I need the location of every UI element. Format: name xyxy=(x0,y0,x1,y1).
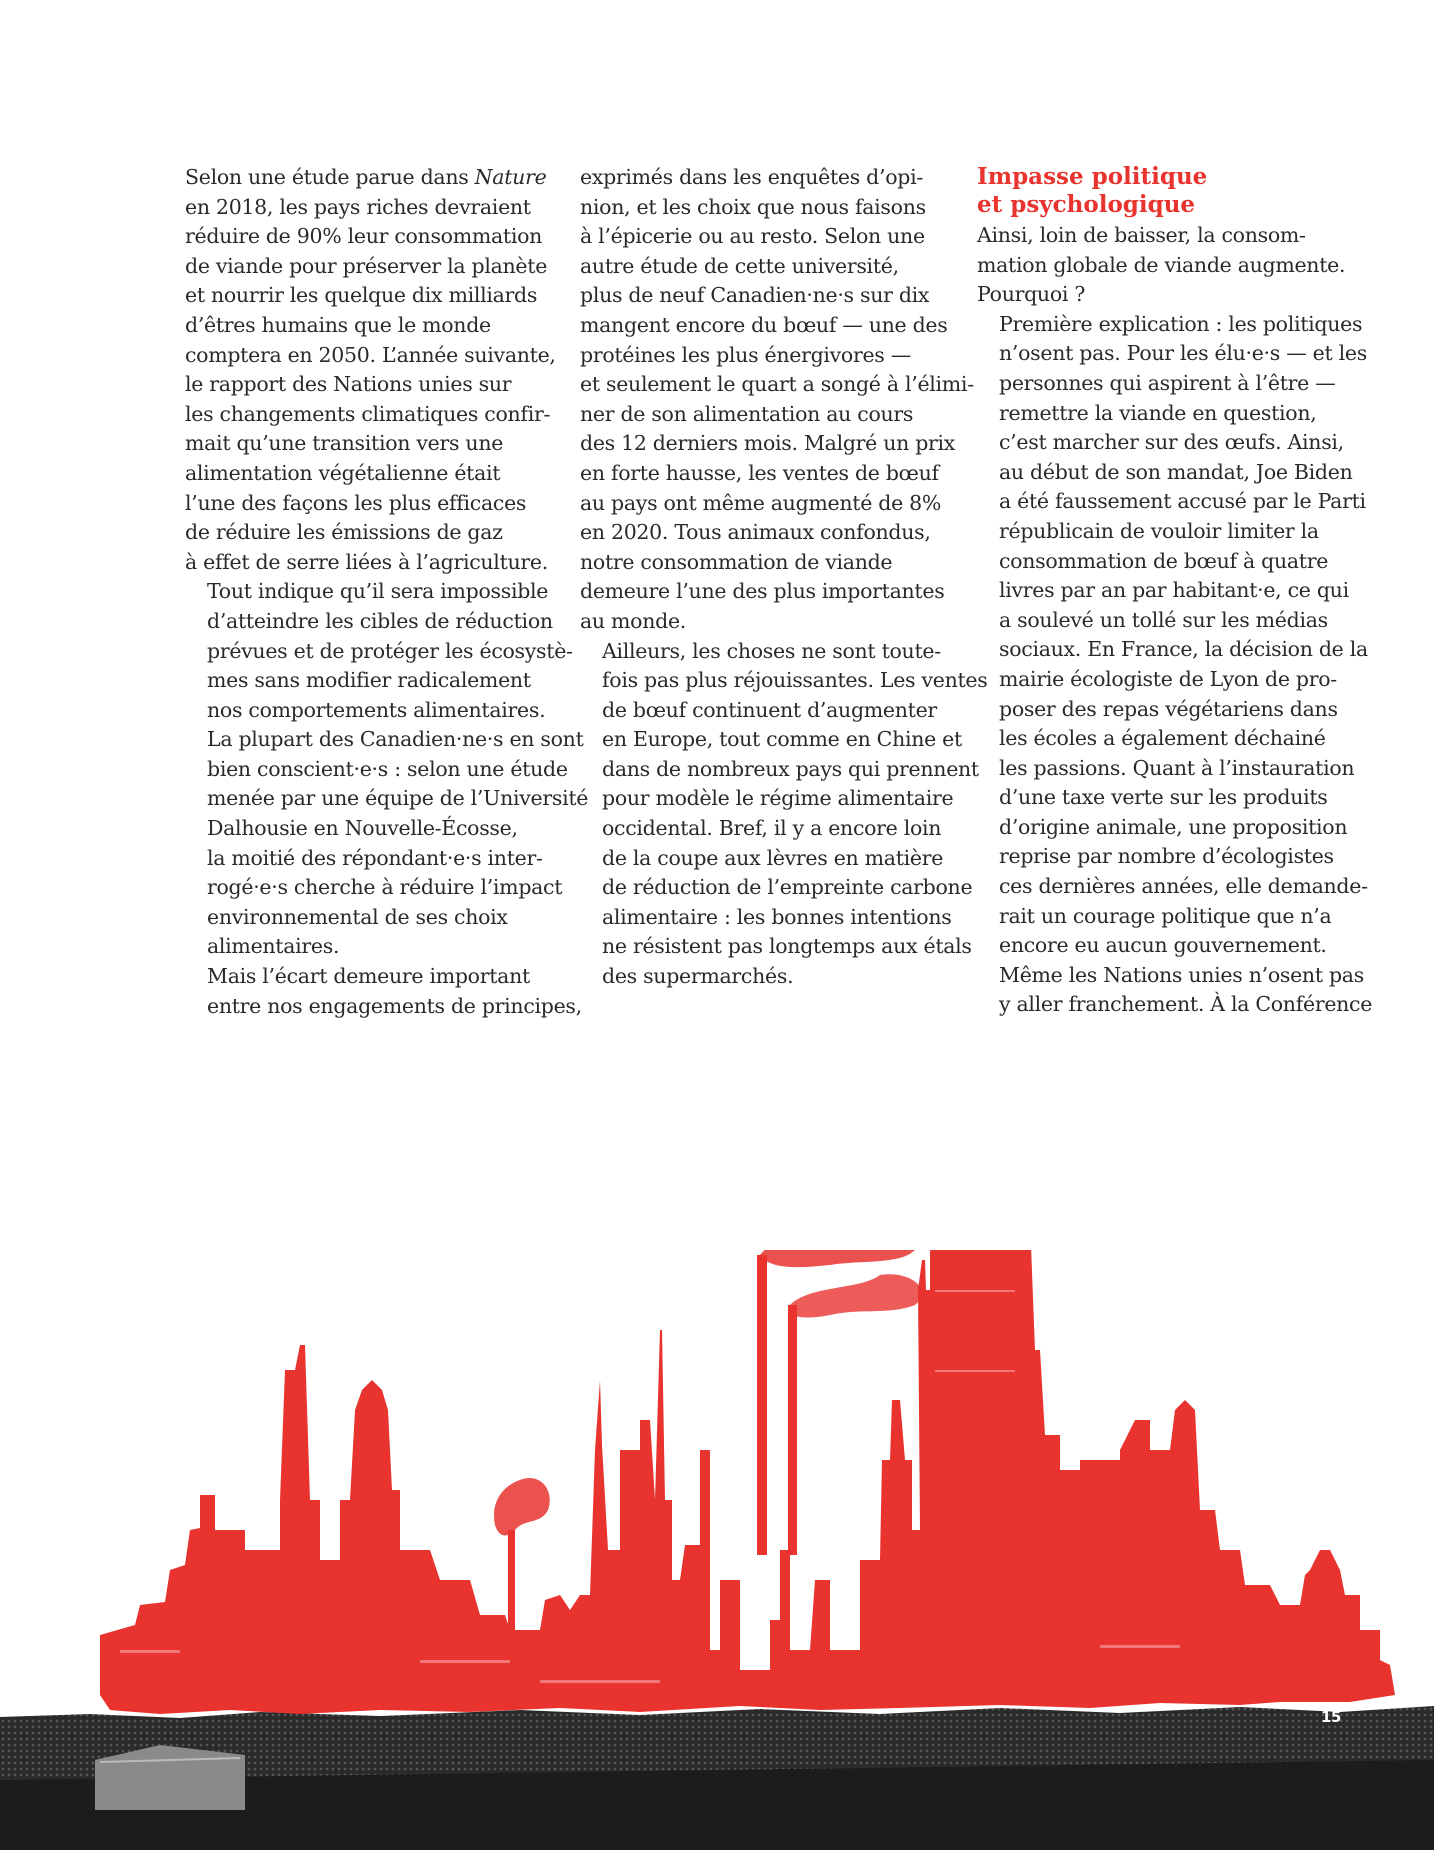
text-line: Ainsi, loin de baisser, la consom- xyxy=(977,223,1306,247)
text-line: Même les Nations unies n’osent pas xyxy=(999,962,1364,987)
text-line: prévues et de protéger les écosystè- xyxy=(207,638,573,663)
text-line: exprimés dans les enquêtes d’opi- xyxy=(580,165,923,189)
article-column-1 xyxy=(185,163,589,1021)
paragraph xyxy=(580,637,988,992)
text-line: encore eu aucun gouvernement. xyxy=(999,933,1327,958)
text-line: sociaux. En France, la décision de la xyxy=(999,637,1368,662)
text-line: de réduction de l’empreinte carbone xyxy=(602,875,973,900)
text-line: ces dernières années, elle demande- xyxy=(999,874,1368,899)
section-heading xyxy=(977,163,1352,219)
text-line: Selon une étude parue dans Nature xyxy=(185,165,547,189)
paragraph xyxy=(580,163,974,637)
text-line: en forte hausse, les ventes de bœuf xyxy=(580,460,939,485)
text-line: n’osent pas. Pour les élu·e·s — et les xyxy=(999,341,1367,366)
text-line: d’êtres humains que le monde xyxy=(185,312,491,337)
text-line: occidental. Bref, il y a encore loin xyxy=(602,816,942,841)
text-line: de viande pour préserver la planète xyxy=(185,253,548,278)
text-line: et psychologique xyxy=(977,191,1196,218)
text-line: c’est marcher sur des œufs. Ainsi, xyxy=(999,430,1344,455)
text-line: pour modèle le régime alimentaire xyxy=(602,786,954,811)
text-line: à effet de serre liées à l’agriculture. xyxy=(185,549,548,574)
text-line: de la coupe aux lèvres en matière xyxy=(602,845,944,870)
text-line: mairie écologiste de Lyon de pro- xyxy=(999,666,1337,691)
text-line: au début de son mandat, Joe Biden xyxy=(999,459,1353,484)
text-line: Mais l’écart demeure important xyxy=(207,964,530,989)
text-line: nos comportements alimentaires. xyxy=(207,697,546,722)
text-line: demeure l’une des plus importantes xyxy=(580,579,945,604)
text-line: et seulement le quart a songé à l’élimi- xyxy=(580,372,974,397)
text-line: y aller franchement. À la Conférence xyxy=(999,992,1373,1017)
text-line: des 12 derniers mois. Malgré un prix xyxy=(580,431,956,456)
text-line: d’origine animale, une proposition xyxy=(999,814,1348,839)
paragraph xyxy=(185,577,589,962)
text-line: et nourrir les quelque dix milliards xyxy=(185,283,538,308)
paragraph xyxy=(185,962,582,1021)
text-line: des supermarchés. xyxy=(602,964,794,989)
text-line: remettre la viande en question, xyxy=(999,400,1317,425)
text-line: la moitié des répondant·e·s inter- xyxy=(207,845,543,870)
smoke-plume xyxy=(494,1478,550,1535)
text-line: menée par une équipe de l’Université xyxy=(207,786,589,811)
text-line: au pays ont même augmenté de 8% xyxy=(580,490,942,515)
text-line: d’atteindre les cibles de réduction xyxy=(207,608,553,633)
text-line: entre nos engagements de principes, xyxy=(207,993,582,1018)
text-line: livres par an par habitant·e, ce qui xyxy=(999,578,1349,603)
text-line: plus de neuf Canadien·ne·s sur dix xyxy=(580,283,930,308)
text-line: réduire de 90% leur consommation xyxy=(185,224,543,249)
text-line: ner de son alimentation au cours xyxy=(580,401,914,426)
text-line: républicain de vouloir limiter la xyxy=(999,518,1319,543)
text-line: consommation de bœuf à quatre xyxy=(999,548,1329,573)
text-line: protéines les plus énergivores — xyxy=(580,342,911,367)
text-line: nion, et les choix que nous faisons xyxy=(580,194,926,219)
page-number: 15 xyxy=(1321,1708,1341,1726)
text-line: mait qu’une transition vers une xyxy=(185,431,504,456)
text-line: mangent encore du bœuf — une des xyxy=(580,312,948,337)
text-line: Dalhousie en Nouvelle-Écosse, xyxy=(207,816,518,841)
text-line: Pourquoi ? xyxy=(977,282,1086,307)
text-line: rogé·e·s cherche à réduire l’impact xyxy=(207,875,563,900)
text-line: environnemental de ses choix xyxy=(207,904,508,929)
text-line: en 2018, les pays riches devraient xyxy=(185,194,531,219)
text-line: les changements climatiques confir- xyxy=(185,401,551,426)
text-line: a été faussement accusé par le Parti xyxy=(999,489,1366,514)
text-line: en 2020. Tous animaux confondus, xyxy=(580,520,931,545)
paragraph xyxy=(977,310,1373,1020)
text-line: bien conscient·e·s : selon une étude xyxy=(207,756,568,781)
text-line: fois pas plus réjouissantes. Les ventes xyxy=(602,668,988,693)
text-line: La plupart des Canadien·ne·s en sont xyxy=(207,727,584,752)
smoke-plume xyxy=(760,1250,918,1267)
text-line: a soulevé un tollé sur les médias xyxy=(999,607,1328,632)
article-column-3 xyxy=(977,163,1373,1020)
text-line: le rapport des Nations unies sur xyxy=(185,372,512,397)
text-line: les passions. Quant à l’instauration xyxy=(999,755,1355,780)
text-line: l’une des façons les plus efficaces xyxy=(185,490,527,515)
text-line: reprise par nombre d’écologistes xyxy=(999,844,1334,869)
text-line: les écoles a également déchainé xyxy=(999,726,1326,751)
article-column-2 xyxy=(580,163,988,992)
smoke-plume xyxy=(789,1274,922,1317)
publication-title: Nature xyxy=(474,165,547,189)
text-line: Impasse politique xyxy=(977,163,1208,190)
text-line: mation globale de viande augmente. xyxy=(977,252,1346,277)
text-line: alimentation végétalienne était xyxy=(185,460,501,485)
text-line: alimentaire : les bonnes intentions xyxy=(602,904,952,929)
text-line: alimentaires. xyxy=(207,934,340,959)
text-line: poser des repas végétariens dans xyxy=(999,696,1338,721)
text-line: en Europe, tout comme en Chine et xyxy=(602,727,962,752)
text-line: à l’épicerie ou au resto. Selon une xyxy=(580,224,925,249)
refinery-illustration xyxy=(0,1250,1434,1850)
text-line: personnes qui aspirent à l’être — xyxy=(999,370,1336,395)
text-line: ne résistent pas longtemps aux étals xyxy=(602,934,972,959)
text-line: d’une taxe verte sur les produits xyxy=(999,785,1328,810)
text-line: autre étude de cette université, xyxy=(580,253,899,278)
text-line: de bœuf continuent d’augmenter xyxy=(602,697,937,722)
text-line: comptera en 2050. L’année suivante, xyxy=(185,342,556,367)
paragraph xyxy=(977,221,1352,310)
text-line: de réduire les émissions de gaz xyxy=(185,520,503,545)
paragraph xyxy=(185,163,560,577)
text-line: rait un courage politique que n’a xyxy=(999,903,1332,928)
refinery-silhouette xyxy=(100,1250,1395,1714)
text-line: Tout indique qu’il sera impossible xyxy=(207,579,549,604)
text-line: Première explication : les politiques xyxy=(999,311,1363,336)
text-line: notre consommation de viande xyxy=(580,549,893,574)
text-line: dans de nombreux pays qui prennent xyxy=(602,756,979,781)
text-line: mes sans modifier radicalement xyxy=(207,668,531,693)
text-line: au monde. xyxy=(580,608,686,633)
text-line: Ailleurs, les choses ne sont toute- xyxy=(602,638,941,663)
